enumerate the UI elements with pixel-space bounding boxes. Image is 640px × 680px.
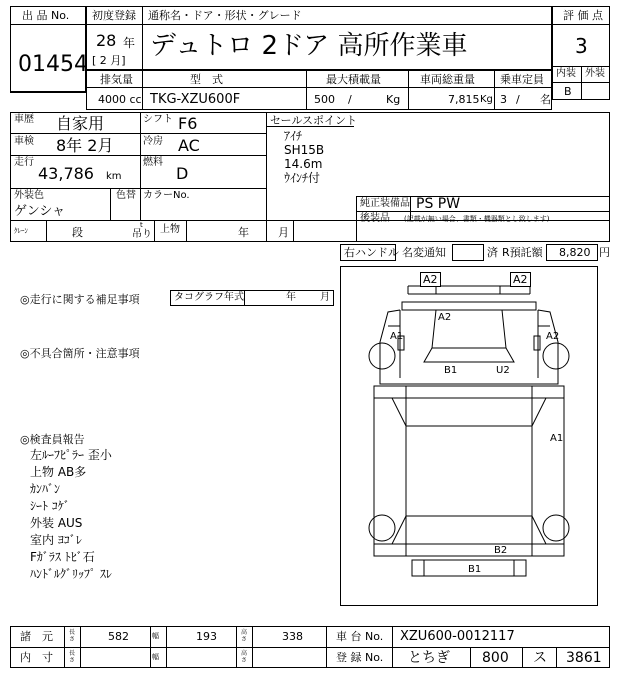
damage-mark-roof-right: A2 (510, 272, 531, 287)
recycle-label: R預託額 (502, 246, 543, 259)
equipment-value: PS PW (416, 196, 461, 212)
inspector-line-4: ｼｰﾄ ｺｹﾞ (30, 499, 70, 513)
history-value: 自家用 (56, 114, 105, 133)
capacity-label: 乗車定員 (500, 73, 544, 86)
damage-mark-windshield: A2 (438, 312, 452, 323)
inspector-line-1: 左ﾙｰﾌﾋﾟﾗｰ 歪小 (30, 448, 112, 462)
crane-stage-label: 段 (72, 226, 83, 239)
mileage-unit: km (106, 171, 122, 182)
damage-mark-front-left: B1 (444, 365, 458, 376)
reg-kana: ス (533, 650, 547, 666)
length-label: 長さ (68, 629, 75, 643)
model-code-value: TKG-XZU600F (150, 92, 241, 107)
gross-weight-value: 7,815 (448, 93, 480, 106)
crane-hook-label: 吊り (132, 229, 152, 240)
damage-mark-roof-left: A2 (420, 272, 441, 287)
sales-point-3: 14.6m (284, 157, 323, 171)
capacity-sep: / (516, 93, 520, 106)
height-label: 高さ (240, 629, 247, 643)
name-change-box (452, 244, 484, 261)
max-load-value: 500 (314, 93, 335, 106)
exterior-color-label: 外装色 (14, 190, 44, 201)
name-change-label: 名変通知 (402, 246, 446, 259)
sales-point-2: SH15B (284, 143, 325, 157)
plate-label: 済 (487, 246, 498, 259)
exterior-label: 外装 (585, 68, 605, 79)
chassis-value: XZU600-0012117 (400, 629, 515, 644)
driving-notes-label: ◎走行に関する補足事項 (20, 293, 140, 306)
color-code-label: カラーNo. (143, 190, 190, 201)
inner-width-label: 幅 (152, 653, 159, 661)
inspector-line-2: 上物 AB多 (30, 465, 87, 479)
capacity-value: 3 (500, 93, 507, 106)
lot-label: 出 品 No. (22, 9, 70, 22)
max-load-unit: Kg (386, 93, 401, 106)
crane-box (10, 220, 294, 242)
fuel-value: D (176, 164, 189, 183)
mount-month-label: 月 (278, 226, 289, 239)
model-code-label: 型 式 (190, 73, 223, 86)
reg-year: 28 (96, 31, 117, 50)
reg-label: 登 録 No. (336, 651, 384, 664)
tacho-year: 年 (286, 292, 296, 303)
aftermarket-label: 後装品 (360, 213, 390, 224)
ac-value: AC (178, 136, 200, 155)
history-label: 車歴 (14, 114, 34, 125)
rating-value: 3 (575, 34, 588, 58)
fuel-label: 燃料 (143, 157, 163, 168)
equipment-label: 純正装備品 (360, 198, 410, 209)
lot-number: 01454 (18, 52, 88, 77)
inspector-line-6: 室内 ﾖｺﾞﾚ (30, 533, 82, 547)
defects-label: ◎不具合箇所・注意事項 (20, 347, 140, 360)
inner-height-label: 高さ (240, 650, 247, 664)
reg-class: 800 (482, 650, 509, 666)
crane-tonnage-label: t (140, 221, 143, 229)
capacity-unit: 名 (540, 93, 551, 106)
inspection-label: 車検 (14, 136, 34, 147)
damage-mark-front-right: U2 (496, 365, 510, 376)
gross-weight-label: 車両総重量 (420, 73, 475, 86)
tacho-label: タコグラフ年式 (174, 292, 244, 303)
crane-label: ｸﾚｰﾝ (14, 227, 28, 235)
ac-label: 冷房 (143, 136, 163, 147)
displacement-value: 4000 cc (98, 93, 142, 106)
max-load-label: 最大積載量 (326, 73, 381, 86)
inspector-line-5: 外装 AUS (30, 516, 83, 530)
model-name: デュトロ 2ドア 高所作業車 (150, 31, 468, 61)
sales-point-4: ｳｲﾝﾁ付 (284, 171, 321, 185)
inspector-line-8: ﾊﾝﾄﾞﾙｸﾞﾘｯﾌﾟ ｽﾚ (30, 567, 112, 581)
reg-region: とちぎ (408, 650, 450, 666)
tacho-month: 月 (320, 292, 330, 303)
sales-points-label: セールスポイント (270, 114, 358, 127)
inspector-line-7: Fｶﾞﾗｽ ﾄﾋﾞ石 (30, 550, 95, 564)
interior-dims-label: 内 寸 (20, 651, 53, 664)
inner-length-label: 長さ (68, 650, 75, 664)
damage-mark-right-door: A2 (546, 331, 560, 342)
mileage-value: 43,786 (38, 164, 94, 183)
damage-mark-left-door: A1 (390, 331, 404, 342)
mount-year-label: 年 (238, 226, 249, 239)
dims-label: 諸 元 (20, 630, 53, 643)
length-value: 582 (108, 630, 129, 643)
sales-point-1: ｱｲﾁ (284, 129, 303, 143)
recycle-amount: 8,820 (559, 246, 591, 259)
damage-mark-rear-bumper: B1 (468, 564, 482, 575)
vehicle-diagram (340, 266, 598, 606)
inspection-value: 8年 2月 (56, 136, 114, 155)
aftermarket-note: (記載が無い場合、書類・機器類とし致します) (404, 215, 550, 223)
inspector-line-3: ｶﾝﾊﾞﾝ (30, 482, 61, 496)
shift-label: シフト (143, 114, 173, 125)
mount-label: 上物 (160, 224, 180, 235)
exterior-color-value: ゲンシャ (14, 204, 66, 219)
model-title-label: 通称名・ドア・形状・グレード (148, 9, 302, 22)
reg-month: [ 2 月] (92, 54, 126, 67)
mileage-label: 走行 (14, 157, 34, 168)
damage-mark-bed-right: A1 (550, 433, 564, 444)
yen-label: 円 (599, 246, 610, 259)
interior-grade: B (564, 85, 572, 98)
gross-weight-unit: Kg (480, 94, 493, 105)
chassis-label: 車 台 No. (336, 630, 384, 643)
reg-year-unit: 年 (123, 36, 136, 50)
width-label: 幅 (152, 632, 159, 640)
reg-number: 3861 (566, 650, 602, 666)
height-value: 338 (282, 630, 303, 643)
first-reg-label: 初度登録 (92, 9, 136, 22)
shift-value: F6 (178, 114, 198, 133)
max-load-sep: / (348, 93, 352, 106)
rating-label: 評 価 点 (563, 9, 603, 22)
color-no-label: 色替 (116, 190, 136, 201)
interior-label: 内装 (556, 68, 576, 79)
damage-mark-bed-rear: B2 (494, 545, 508, 556)
steering-value: 右ハンドル (344, 246, 399, 259)
displacement-label: 排気量 (100, 73, 133, 86)
inspector-label: ◎検査員報告 (20, 433, 85, 446)
width-value: 193 (196, 630, 217, 643)
